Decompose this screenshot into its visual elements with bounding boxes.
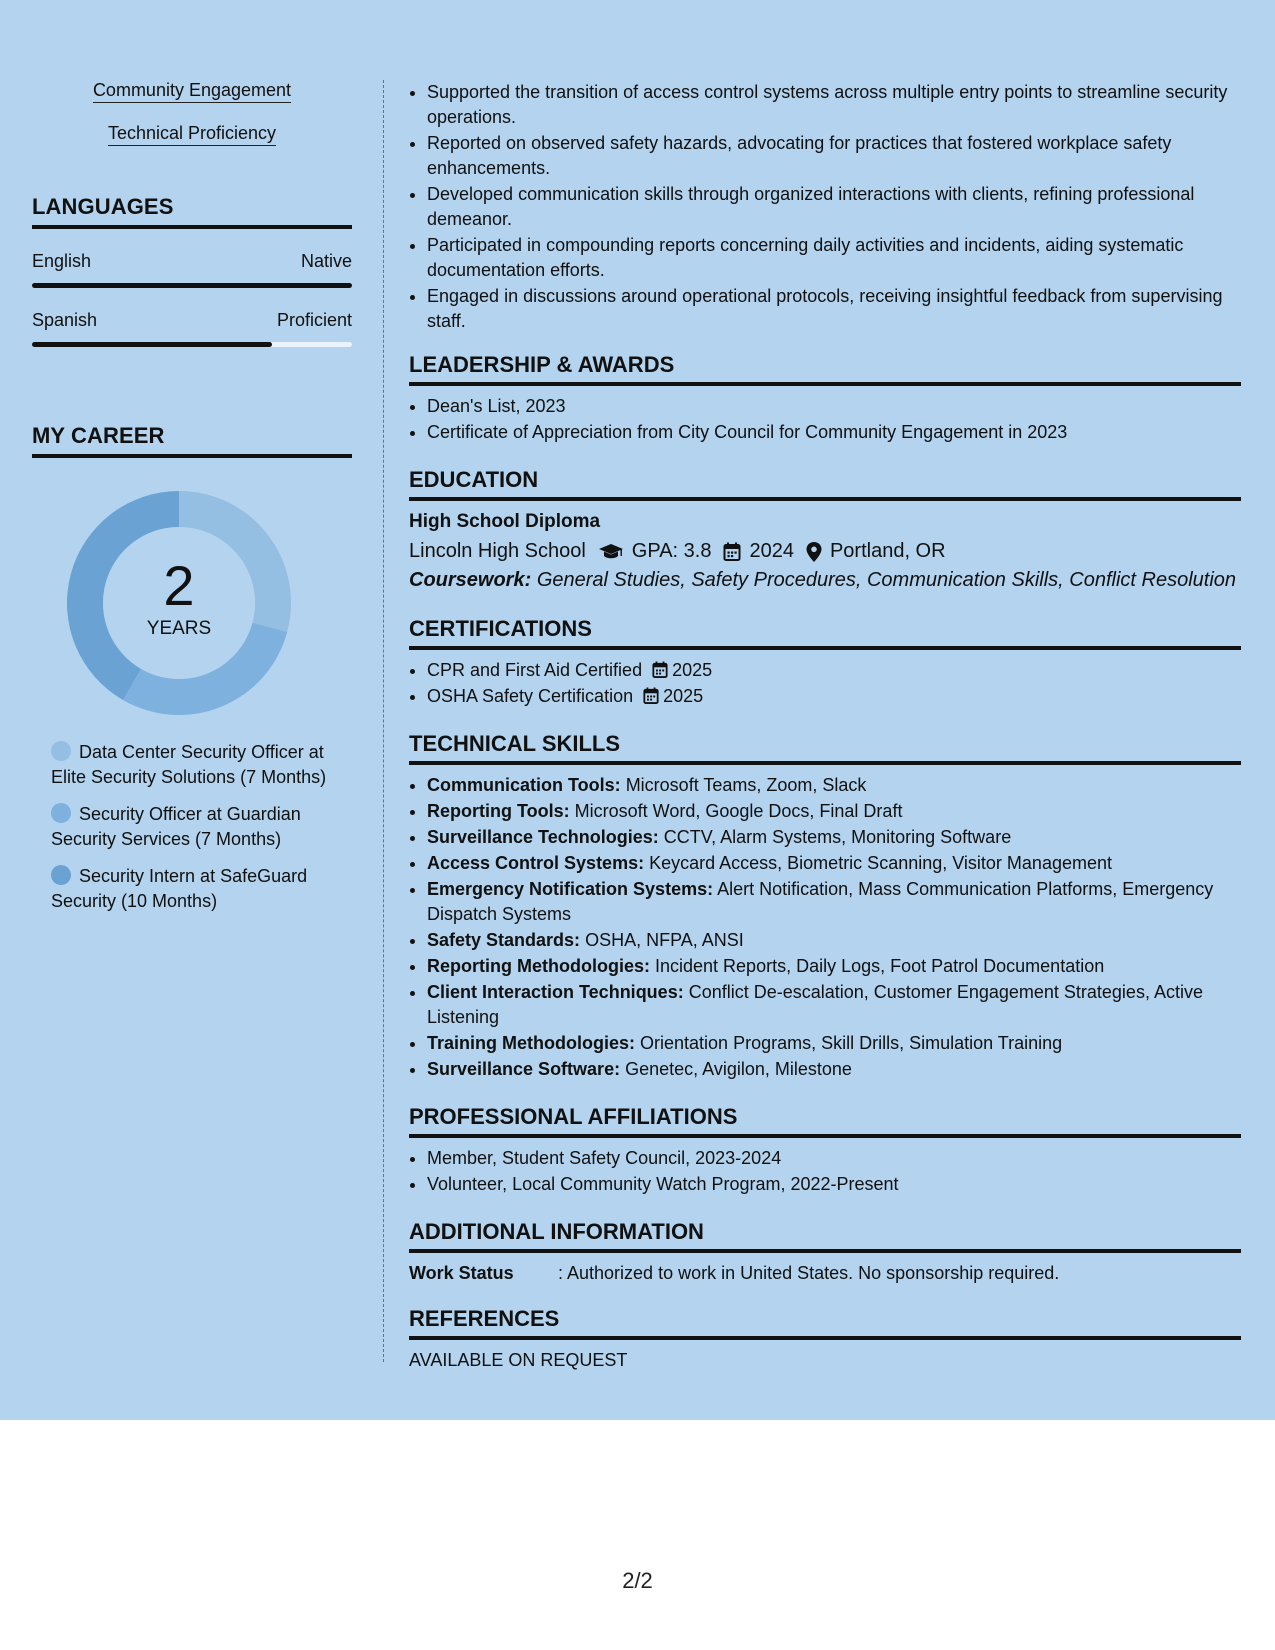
- leadership-item: • Certificate of Appreciation from City Council for Community Engagement in 2023: [427, 420, 1241, 445]
- sidebar: [32, 80, 352, 926]
- skill-item: [427, 1031, 1241, 1056]
- career-heading: MY CAREER: [32, 423, 352, 458]
- calendar-icon: [643, 687, 659, 704]
- skill-label: Reporting Methodologies:: [427, 956, 650, 976]
- skill-value: OSHA, NFPA, ANSI: [585, 930, 744, 950]
- skill-value: Microsoft Word, Google Docs, Final Draft: [574, 801, 903, 821]
- skill-label: Surveillance Technologies:: [427, 827, 659, 847]
- career-legend-label: Security Intern at SafeGuard Security (10 Months): [51, 866, 308, 911]
- skill-item: [427, 980, 1241, 1030]
- calendar-icon: [652, 661, 668, 678]
- education-gpa: GPA: 3.8: [631, 540, 712, 562]
- career-donut-center: [32, 554, 326, 640]
- affiliation-item: • Member, Student Safety Council, 2023-2024: [427, 1146, 1241, 1171]
- skill-value: Keycard Access, Biometric Scanning, Visitor Management: [649, 853, 1112, 873]
- skill-value: Orientation Programs, Skill Drills, Simulation Training: [640, 1033, 1063, 1053]
- skill-item: [427, 825, 1241, 850]
- skill-label: Emergency Notification Systems:: [427, 879, 714, 899]
- certification-item: [427, 658, 1241, 683]
- language-name: English: [32, 251, 92, 271]
- skill-item: [427, 928, 1241, 953]
- skill-label: Reporting Tools:: [427, 801, 570, 821]
- skill-value: Microsoft Teams, Zoom, Slack: [625, 775, 867, 795]
- experience-bullet: • Developed communication skills through organized interactions with clients, refining professional demeanor.: [427, 182, 1241, 232]
- career-years-unit: YEARS: [146, 618, 212, 639]
- skill-item: [427, 1057, 1241, 1082]
- language-level: Native: [300, 251, 352, 271]
- certification-name: OSHA Safety Certification: [427, 686, 634, 706]
- skill-value: Incident Reports, Daily Logs, Foot Patrol Documentation: [655, 956, 1105, 976]
- language-spanish: [32, 310, 352, 347]
- language-bar: [32, 283, 352, 288]
- certifications-list: [409, 658, 1241, 709]
- skill-item: [427, 954, 1241, 979]
- page-number: 2/2: [622, 1568, 653, 1593]
- skill-label: Safety Standards:: [427, 930, 581, 950]
- language-bar-fill: [32, 283, 352, 288]
- skill-label: Surveillance Software:: [427, 1059, 621, 1079]
- technical-skills-list: [409, 773, 1241, 1082]
- legend-dot-icon: [51, 741, 71, 761]
- affiliations-list: [409, 1146, 1241, 1197]
- main-content: [409, 80, 1241, 1371]
- coursework-label: Coursework:: [409, 569, 532, 591]
- references-text: AVAILABLE ON REQUEST: [409, 1350, 628, 1370]
- education-details: [409, 540, 1241, 563]
- certification-year: 2025: [672, 660, 713, 680]
- career-legend-item: [51, 864, 332, 914]
- references-heading: REFERENCES: [409, 1306, 1241, 1340]
- legend-dot-icon: [51, 865, 71, 885]
- languages-heading: LANGUAGES: [32, 194, 352, 229]
- technical-skills-heading: TECHNICAL SKILLS: [409, 731, 1241, 765]
- language-bar: [32, 342, 352, 347]
- education-coursework: [409, 569, 1241, 592]
- career-legend-item: [51, 802, 332, 852]
- education-degree: High School Diploma: [409, 511, 601, 532]
- skill-label: Training Methodologies:: [427, 1033, 635, 1053]
- certification-year: 2025: [663, 686, 704, 706]
- affiliation-item: • Volunteer, Local Community Watch Program, 2022-Present: [427, 1172, 1241, 1197]
- experience-bullet: • Participated in compounding reports concerning daily activities and incidents, aiding systematic documentation efforts.: [427, 233, 1241, 283]
- certification-item: [427, 684, 1241, 709]
- language-name: Spanish: [32, 310, 98, 330]
- calendar-icon: [723, 542, 741, 561]
- career-years-number: 2: [163, 554, 195, 617]
- skill-label: Client Interaction Techniques:: [427, 982, 684, 1002]
- experience-bullets: [409, 80, 1241, 334]
- leadership-heading: LEADERSHIP & AWARDS: [409, 352, 1241, 386]
- skill-item: [427, 851, 1241, 876]
- experience-bullet: • Reported on observed safety hazards, advocating for practices that fostered workplace safety enhancements.: [427, 131, 1241, 181]
- career-legend-label: Data Center Security Officer at Elite Security Solutions (7 Months): [51, 742, 327, 787]
- education-heading: EDUCATION: [409, 467, 1241, 501]
- tag-technical-proficiency: Technical Proficiency: [108, 123, 276, 146]
- career-legend-label: Security Officer at Guardian Security Services (7 Months): [51, 804, 301, 849]
- education-year: 2024: [749, 540, 794, 562]
- coursework-value: General Studies, Safety Procedures, Communication Skills, Conflict Resolution: [536, 569, 1237, 591]
- legend-dot-icon: [51, 803, 71, 823]
- location-pin-icon: [806, 542, 822, 562]
- leadership-item: • Dean's List, 2023: [427, 394, 1241, 419]
- career-legend-item: [51, 740, 332, 790]
- language-bar-fill: [32, 342, 272, 347]
- education-school: Lincoln High School: [409, 540, 586, 562]
- certification-name: CPR and First Aid Certified: [427, 660, 643, 680]
- skill-value: Conflict De-escalation, Customer Engagement Strategies, Active Listening: [427, 982, 1203, 1027]
- skill-value: Alert Notification, Mass Communication Platforms, Emergency Dispatch Systems: [427, 879, 1214, 924]
- work-status-label: Work Status: [409, 1263, 514, 1283]
- skill-value: CCTV, Alarm Systems, Monitoring Software: [663, 827, 1012, 847]
- skill-item: [427, 799, 1241, 824]
- graduation-cap-icon: [598, 543, 624, 561]
- skill-label: Communication Tools:: [427, 775, 621, 795]
- career-donut-chart: [32, 478, 352, 728]
- experience-bullet: • Engaged in discussions around operational protocols, receiving insightful feedback from supervising staff.: [427, 284, 1241, 334]
- additional-info-heading: ADDITIONAL INFORMATION: [409, 1219, 1241, 1253]
- leadership-list: [409, 394, 1241, 445]
- tag-community-engagement: Community Engagement: [93, 80, 291, 103]
- work-status-row: [409, 1263, 1241, 1284]
- affiliations-heading: PROFESSIONAL AFFILIATIONS: [409, 1104, 1241, 1138]
- column-divider: [383, 80, 384, 1362]
- language-english: [32, 251, 352, 288]
- education-location: Portland, OR: [829, 540, 946, 562]
- skill-value: Genetec, Avigilon, Milestone: [625, 1059, 852, 1079]
- career-legend: [32, 740, 332, 914]
- work-status-value: : Authorized to work in United States. No sponsorship required.: [558, 1263, 1060, 1283]
- language-level: Proficient: [276, 310, 352, 330]
- skill-item: [427, 773, 1241, 798]
- skill-item: [427, 877, 1241, 927]
- skill-label: Access Control Systems:: [427, 853, 645, 873]
- certifications-heading: CERTIFICATIONS: [409, 616, 1241, 650]
- experience-bullet: • Supported the transition of access control systems across multiple entry points to streamline security operations.: [427, 80, 1241, 130]
